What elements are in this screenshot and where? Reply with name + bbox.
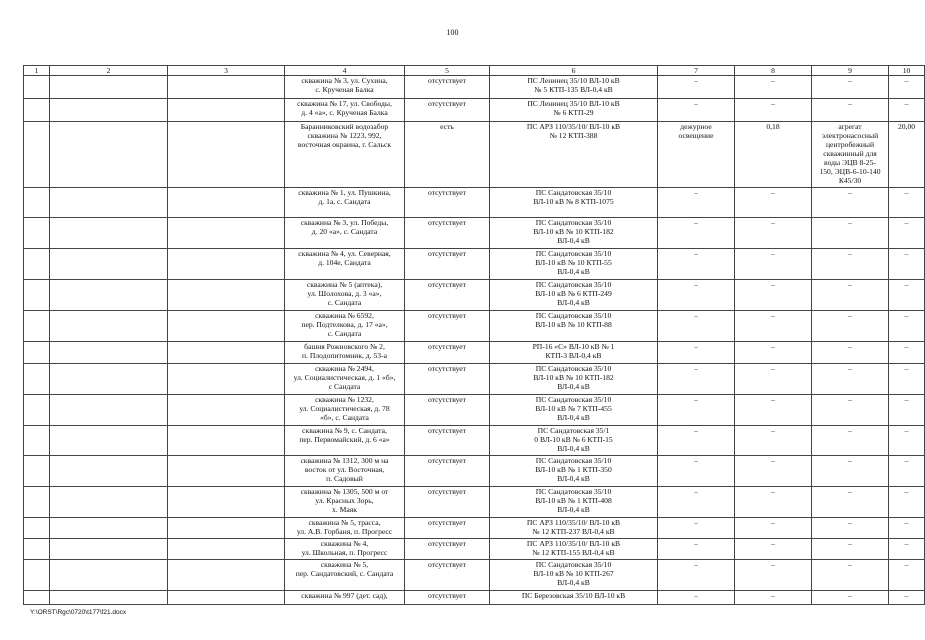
cell-c7: – <box>658 280 735 311</box>
empty-cell <box>168 76 285 99</box>
empty-cell <box>168 456 285 487</box>
table-row <box>24 342 925 364</box>
cell-c9: – <box>812 487 889 518</box>
cell-c5: отсутствует <box>405 249 490 280</box>
cell-c5: отсутствует <box>405 539 490 560</box>
table-row <box>24 518 925 539</box>
empty-cell <box>24 76 50 99</box>
cell-c6: ПС Сандатовская 35/1 0 ВЛ-10 кВ № 6 КТП-15 ВЛ-0,4 кВ <box>490 426 658 456</box>
cell-c5: отсутствует <box>405 76 490 99</box>
empty-cell <box>168 395 285 426</box>
cell-c9: – <box>812 591 889 605</box>
empty-cell <box>168 188 285 218</box>
empty-cell <box>168 487 285 518</box>
empty-cell <box>50 76 168 99</box>
empty-cell <box>24 518 50 539</box>
cell-c10: – <box>889 99 925 122</box>
empty-cell <box>168 364 285 395</box>
empty-cell <box>50 395 168 426</box>
footer-file-path: Y:\ORST\Rgc\0720\t177\f21.docx <box>30 609 127 616</box>
cell-c10: – <box>889 456 925 487</box>
empty-cell <box>50 311 168 342</box>
header-cell: 6 <box>490 66 658 76</box>
cell-c6: ПС Ленинец 35/10 ВЛ-10 кВ № 6 КТП-29 <box>490 99 658 122</box>
header-cell: 2 <box>50 66 168 76</box>
cell-c10: – <box>889 560 925 591</box>
cell-c6: ПС Сандатовская 35/10 ВЛ-10 кВ № 10 КТП-55 ВЛ-0,4 кВ <box>490 249 658 280</box>
table-row <box>24 76 925 99</box>
cell-c9: – <box>812 76 889 99</box>
empty-cell <box>50 188 168 218</box>
cell-c9: агрегат электронасосный центробежный скважинный для воды ЭЦВ 8-25- 150, ЭЦВ-6-10-140 К45/30 <box>812 122 889 188</box>
cell-c5: отсутствует <box>405 487 490 518</box>
empty-cell <box>24 591 50 605</box>
cell-c7: – <box>658 395 735 426</box>
cell-c9: – <box>812 311 889 342</box>
cell-c6: ПС Сандатовская 35/10 ВЛ-10 кВ № 1 КТП-350 ВЛ-0,4 кВ <box>490 456 658 487</box>
cell-c10: – <box>889 364 925 395</box>
cell-c6: ПС Сандатовская 35/10 ВЛ-10 кВ № 7 КТП-455 ВЛ-0,4 кВ <box>490 395 658 426</box>
empty-cell <box>24 342 50 364</box>
cell-c4: скважина № 1305, 500 м от ул. Красных Зорь, х. Маяк <box>285 487 405 518</box>
cell-c7: – <box>658 539 735 560</box>
table-row <box>24 395 925 426</box>
cell-c4: скважина № 997 (дет. сад), <box>285 591 405 605</box>
empty-cell <box>168 280 285 311</box>
cell-c4: башня Рожновского № 2, п. Плодопитомник, д. 53-а <box>285 342 405 364</box>
header-cell: 9 <box>812 66 889 76</box>
cell-c7: – <box>658 218 735 249</box>
cell-c8: – <box>735 395 812 426</box>
empty-cell <box>168 311 285 342</box>
cell-c8: – <box>735 539 812 560</box>
cell-c4: скважина № 1312, 300 м на восток от ул. Восточная, п. Садовый <box>285 456 405 487</box>
cell-c8: – <box>735 280 812 311</box>
empty-cell <box>24 560 50 591</box>
empty-cell <box>24 426 50 456</box>
empty-cell <box>50 560 168 591</box>
cell-c7: – <box>658 311 735 342</box>
empty-cell <box>24 395 50 426</box>
empty-cell <box>50 99 168 122</box>
cell-c10: – <box>889 280 925 311</box>
cell-c4: скважина № 5 (аптека), ул. Шолохова, д. 3 «а», с. Сандата <box>285 280 405 311</box>
cell-c8: – <box>735 591 812 605</box>
empty-cell <box>50 364 168 395</box>
table-row <box>24 456 925 487</box>
cell-c10: – <box>889 342 925 364</box>
cell-c6: ПС Сандатовская 35/10 ВЛ-10 кВ № 10 КТП-88 <box>490 311 658 342</box>
cell-c4: скважина № 9, с. Сандата, пер. Первомайский, д. 6 «а» <box>285 426 405 456</box>
table-row <box>24 487 925 518</box>
cell-c5: отсутствует <box>405 518 490 539</box>
cell-c5: отсутствует <box>405 99 490 122</box>
table-row <box>24 539 925 560</box>
empty-cell <box>50 518 168 539</box>
cell-c8: – <box>735 364 812 395</box>
cell-c8: – <box>735 99 812 122</box>
cell-c5: отсутствует <box>405 311 490 342</box>
cell-c7: – <box>658 426 735 456</box>
table-row <box>24 591 925 605</box>
empty-cell <box>50 280 168 311</box>
cell-c4: скважина № 4, ул. Школьная, п. Прогресс <box>285 539 405 560</box>
empty-cell <box>50 426 168 456</box>
cell-c5: отсутствует <box>405 218 490 249</box>
empty-cell <box>50 487 168 518</box>
empty-cell <box>50 591 168 605</box>
header-cell: 10 <box>889 66 925 76</box>
empty-cell <box>168 539 285 560</box>
cell-c9: – <box>812 342 889 364</box>
cell-c10: – <box>889 76 925 99</box>
cell-c7: – <box>658 487 735 518</box>
empty-cell <box>24 218 50 249</box>
cell-c10: – <box>889 487 925 518</box>
table-row <box>24 280 925 311</box>
header-cell: 1 <box>24 66 50 76</box>
cell-c4: скважина № 2494, ул. Социалистическая, д. 1 «б», с Сандата <box>285 364 405 395</box>
empty-cell <box>24 487 50 518</box>
cell-c6: ПС АРЗ 110/35/10/ ВЛ-10 кВ № 12 КТП-388 <box>490 122 658 188</box>
cell-c10: – <box>889 188 925 218</box>
cell-c7: – <box>658 342 735 364</box>
cell-c10: 20,00 <box>889 122 925 188</box>
cell-c4: скважина № 1232, ул. Социалистическая, д. 78 «б», с. Сандата <box>285 395 405 426</box>
header-row <box>24 66 925 76</box>
cell-c9: – <box>812 249 889 280</box>
cell-c4: скважина № 17, ул. Свободы, д. 4 «а», с. Крученая Балка <box>285 99 405 122</box>
page-number: 100 <box>446 28 459 37</box>
empty-cell <box>168 560 285 591</box>
cell-c4: скважина № 5, трасса, ул. А.В. Горбаня, п. Прогресс <box>285 518 405 539</box>
empty-cell <box>50 539 168 560</box>
cell-c7: – <box>658 456 735 487</box>
header-cell: 3 <box>168 66 285 76</box>
empty-cell <box>24 99 50 122</box>
cell-c10: – <box>889 311 925 342</box>
cell-c5: отсутствует <box>405 188 490 218</box>
empty-cell <box>24 122 50 188</box>
cell-c6: ПС Сандатовская 35/10 ВЛ-10 кВ № 10 КТП-267 ВЛ-0,4 кВ <box>490 560 658 591</box>
cell-c6: ПС Ленинец 35/10 ВЛ-10 кВ № 5 КТП-135 ВЛ-0,4 кВ <box>490 76 658 99</box>
empty-cell <box>168 518 285 539</box>
cell-c6: ПС Сандатовская 35/10 ВЛ-10 кВ № 8 КТП-1075 <box>490 188 658 218</box>
cell-c9: – <box>812 364 889 395</box>
cell-c9: – <box>812 456 889 487</box>
cell-c8: – <box>735 218 812 249</box>
empty-cell <box>168 342 285 364</box>
cell-c6: ПС Сандатовская 35/10 ВЛ-10 кВ № 10 КТП-182 ВЛ-0,4 кВ <box>490 364 658 395</box>
cell-c5: отсутствует <box>405 280 490 311</box>
cell-c6: ПС Сандатовская 35/10 ВЛ-10 кВ № 6 КТП-249 ВЛ-0,4 кВ <box>490 280 658 311</box>
table-row <box>24 426 925 456</box>
table-row <box>24 188 925 218</box>
empty-cell <box>24 364 50 395</box>
empty-cell <box>50 342 168 364</box>
cell-c5: отсутствует <box>405 456 490 487</box>
cell-c9: – <box>812 188 889 218</box>
table-row <box>24 249 925 280</box>
table-row <box>24 364 925 395</box>
cell-c9: – <box>812 99 889 122</box>
cell-c9: – <box>812 426 889 456</box>
empty-cell <box>168 122 285 188</box>
cell-c8: – <box>735 487 812 518</box>
cell-c8: – <box>735 249 812 280</box>
cell-c8: – <box>735 456 812 487</box>
empty-cell <box>24 311 50 342</box>
empty-cell <box>168 426 285 456</box>
cell-c4: скважина № 4, ул. Северная, д. 104е, Сандата <box>285 249 405 280</box>
cell-c5: отсутствует <box>405 426 490 456</box>
table-row <box>24 99 925 122</box>
empty-cell <box>168 249 285 280</box>
cell-c9: – <box>812 280 889 311</box>
cell-c10: – <box>889 218 925 249</box>
cell-c8: – <box>735 188 812 218</box>
cell-c6: ПС Сандатовская 35/10 ВЛ-10 кВ № 10 КТП-182 ВЛ-0,4 кВ <box>490 218 658 249</box>
cell-c9: – <box>812 395 889 426</box>
cell-c5: отсутствует <box>405 342 490 364</box>
cell-c7: – <box>658 591 735 605</box>
empty-cell <box>50 249 168 280</box>
cell-c8: – <box>735 76 812 99</box>
cell-c8: – <box>735 518 812 539</box>
cell-c6: ПС АРЗ 110/35/10/ ВЛ-10 кВ № 12 КТП-155 ВЛ-0,4 кВ <box>490 539 658 560</box>
empty-cell <box>24 539 50 560</box>
cell-c10: – <box>889 539 925 560</box>
cell-c7: – <box>658 99 735 122</box>
cell-c5: отсутствует <box>405 364 490 395</box>
cell-c10: – <box>889 518 925 539</box>
empty-cell <box>168 591 285 605</box>
empty-cell <box>24 280 50 311</box>
cell-c8: – <box>735 342 812 364</box>
cell-c10: – <box>889 395 925 426</box>
empty-cell <box>168 99 285 122</box>
empty-cell <box>50 122 168 188</box>
cell-c8: – <box>735 426 812 456</box>
cell-c6: ПС Сандатовская 35/10 ВЛ-10 кВ № 1 КТП-408 ВЛ-0,4 кВ <box>490 487 658 518</box>
cell-c4: Баранниковский водозабор скважина № 1223, 992, восточная окраина, г. Сальск <box>285 122 405 188</box>
empty-cell <box>24 188 50 218</box>
cell-c9: – <box>812 560 889 591</box>
cell-c6: РП-16 «С» ВЛ-10 кВ № 1 КТП-3 ВЛ-0,4 кВ <box>490 342 658 364</box>
empty-cell <box>24 249 50 280</box>
cell-c9: – <box>812 218 889 249</box>
cell-c9: – <box>812 518 889 539</box>
cell-c8: 0,18 <box>735 122 812 188</box>
cell-c6: ПС АРЗ 110/35/10/ ВЛ-10 кВ № 12 КТП-237 ВЛ-0,4 кВ <box>490 518 658 539</box>
cell-c4: скважина № 3, ул. Победы, д. 20 «а», с. Сандата <box>285 218 405 249</box>
empty-cell <box>50 218 168 249</box>
cell-c4: скважина № 6592, пер. Подтелкова, д. 17 «а», с. Сандата <box>285 311 405 342</box>
cell-c4: скважина № 5, пер. Сандатовский, с. Сандата <box>285 560 405 591</box>
cell-c7: – <box>658 560 735 591</box>
empty-cell <box>50 456 168 487</box>
cell-c5: отсутствует <box>405 560 490 591</box>
cell-c10: – <box>889 249 925 280</box>
table-row <box>24 218 925 249</box>
empty-cell <box>168 218 285 249</box>
cell-c7: – <box>658 188 735 218</box>
cell-c7: – <box>658 249 735 280</box>
empty-cell <box>24 456 50 487</box>
table-row <box>24 560 925 591</box>
header-cell: 7 <box>658 66 735 76</box>
cell-c10: – <box>889 426 925 456</box>
cell-c6: ПС Березовская 35/10 ВЛ-10 кВ <box>490 591 658 605</box>
cell-c8: – <box>735 311 812 342</box>
cell-c10: – <box>889 591 925 605</box>
header-cell: 4 <box>285 66 405 76</box>
cell-c5: отсутствует <box>405 395 490 426</box>
cell-c7: – <box>658 364 735 395</box>
table-row <box>24 311 925 342</box>
cell-c7: – <box>658 76 735 99</box>
table-row <box>24 122 925 188</box>
cell-c4: скважина № 1, ул. Пушкина, д. 1а, с. Сандата <box>285 188 405 218</box>
cell-c7: дежурное освещение <box>658 122 735 188</box>
data-table <box>23 65 925 605</box>
header-cell: 8 <box>735 66 812 76</box>
cell-c4: скважина № 3, ул. Сухина, с. Крученая Балка <box>285 76 405 99</box>
cell-c8: – <box>735 560 812 591</box>
cell-c9: – <box>812 539 889 560</box>
cell-c5: есть <box>405 122 490 188</box>
cell-c5: отсутствует <box>405 591 490 605</box>
header-cell: 5 <box>405 66 490 76</box>
cell-c7: – <box>658 518 735 539</box>
